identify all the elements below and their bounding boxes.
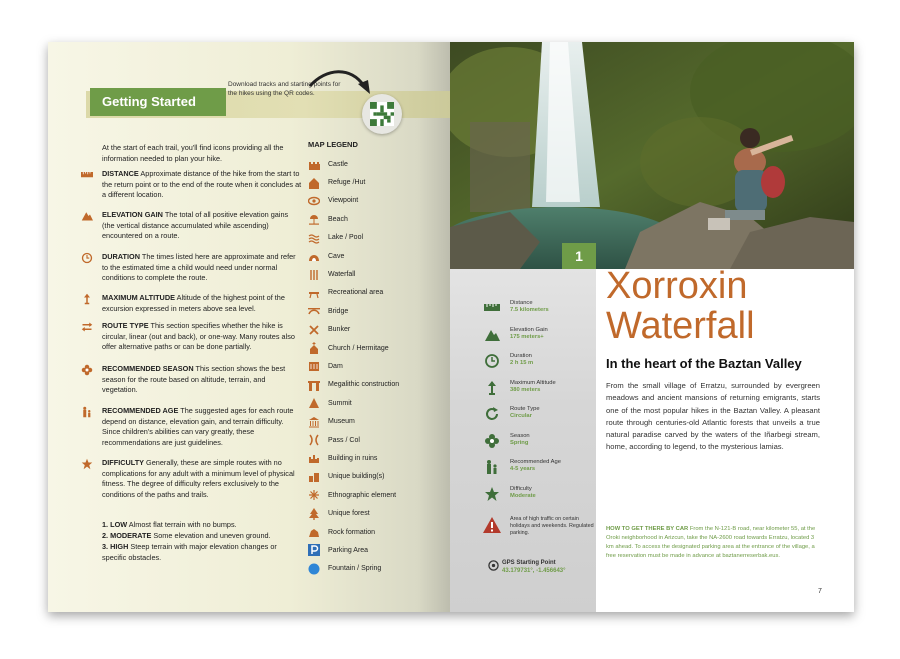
- legend-label: Beach: [328, 215, 348, 223]
- castle-icon: [308, 158, 320, 170]
- legend-label: Church / Hermitage: [328, 344, 389, 352]
- refuge-icon: [308, 177, 320, 189]
- legend-item: [308, 486, 442, 504]
- legend-label: Summit: [328, 399, 352, 407]
- legend-item: [308, 284, 442, 302]
- level-term: 1. LOW: [102, 520, 128, 529]
- route-fact: [478, 433, 590, 460]
- legend-label: Rock formation: [328, 528, 376, 536]
- fountain-icon: [308, 563, 320, 575]
- flower-icon: [484, 433, 500, 449]
- beach-icon: [308, 213, 320, 225]
- definition-term: DISTANCE: [102, 169, 139, 178]
- route-fact: [478, 300, 590, 327]
- church-icon: [308, 342, 320, 354]
- gps-starting-point[interactable]: [488, 560, 598, 575]
- ruler-icon: [80, 169, 94, 181]
- definition-text: The times listed here are approximate and refer to the estimated time a child would need under normal conditions to complete the route.: [102, 252, 296, 283]
- directions: [606, 525, 820, 561]
- legend-item: [308, 192, 442, 210]
- summit-icon: [308, 397, 320, 409]
- definition-term: DIFFICULTY: [102, 458, 145, 467]
- circular-arrow-icon: [484, 406, 500, 422]
- dam-icon: [308, 360, 320, 372]
- rock-icon: [308, 526, 320, 538]
- mountain-icon: [80, 210, 94, 222]
- route-fact: [478, 327, 590, 354]
- legend-item: [308, 339, 442, 357]
- legend-label: Unique building(s): [328, 473, 385, 481]
- level-term: 2. MODERATE: [102, 531, 152, 540]
- gps-label: GPS Starting Point: [502, 560, 556, 566]
- fact-value: Moderate: [510, 492, 536, 499]
- definition-term: MAXIMUM ALTITUDE: [102, 293, 175, 302]
- page-number: 7: [818, 588, 822, 595]
- legend-label: Building in ruins: [328, 454, 378, 462]
- directions-label: HOW TO GET THERE BY CAR: [606, 526, 689, 532]
- legend-label: Viewpoint: [328, 197, 359, 205]
- bunker-icon: [308, 324, 320, 336]
- legend-item: [308, 155, 442, 173]
- clock-icon: [80, 252, 94, 264]
- legend-title: MAP LEGEND: [308, 140, 358, 149]
- eye-icon: [308, 195, 320, 207]
- definition-term: RECOMMENDED SEASON: [102, 364, 194, 373]
- fact-label: Distance: [510, 300, 533, 306]
- warning-icon: [482, 516, 502, 534]
- fact-label: Duration: [510, 353, 532, 359]
- legend-item: [308, 229, 442, 247]
- cave-icon: [308, 250, 320, 262]
- definition-text: Generally, these are simple routes with no complications for any adult with a minimum level of physical fitness. The degree of difficulty refers exclusively to the conditions of the paths and trails.: [102, 458, 295, 499]
- definition-item: [76, 406, 302, 448]
- legend-label: Recreational area: [328, 289, 384, 297]
- route-fact: [478, 406, 590, 433]
- legend-item: [308, 265, 442, 283]
- legend-label: Castle: [328, 160, 348, 168]
- fact-value: 380 meters: [510, 386, 541, 393]
- legend-item: [308, 412, 442, 430]
- right-page: [450, 42, 854, 612]
- route-description: From the small village of Erratzu, surrounded by evergreen meadows and ancient mansions of returning emigrants, starts one of the most popular hikes in the Baztan Valley. A pleasant route through centuries-old Atlantic forests that unveils a true natural paradise carved by the waters of the Iñarbegi stream, home, according to legend, to the mysterious lamias.: [606, 381, 820, 452]
- route-fact: [478, 380, 590, 407]
- star-icon: [484, 486, 500, 502]
- gps-icon: [488, 560, 499, 571]
- level-text: Almost flat terrain with no bumps.: [127, 520, 237, 529]
- definition-text: The suggested ages for each route depend on distance, elevation gain, and terrain difficulty. Since children's abilities can vary greatly, these recommendations are just guidelines.: [102, 406, 294, 447]
- fact-value: 2 h 15 m: [510, 360, 534, 367]
- definition-text: Approximate distance of the hike from the start to the return point or to the end of the route when it concludes at a different location.: [102, 169, 302, 200]
- qr-code[interactable]: [362, 94, 402, 134]
- definition-term: ROUTE TYPE: [102, 321, 149, 330]
- legend-item: [308, 247, 442, 265]
- legend-item: [308, 560, 442, 578]
- difficulty-level: [102, 530, 302, 541]
- megalith-icon: [308, 379, 320, 391]
- definition-term: ELEVATION GAIN: [102, 210, 163, 219]
- definition-text: This section specifies whether the hike is circular, linear (out and back), or one-way. Many routes also offer alternative paths or can be done partially.: [102, 321, 295, 352]
- route-number: 1: [562, 243, 596, 269]
- ruler-icon: [484, 300, 500, 316]
- mountain-icon: [484, 327, 500, 343]
- fact-label: Season: [510, 432, 530, 439]
- difficulty-level: [102, 519, 302, 530]
- route-facts: [478, 300, 590, 512]
- legend-item: [308, 523, 442, 541]
- qr-code-icon: [370, 102, 394, 126]
- up-arrow-icon: [80, 293, 94, 305]
- legend-item: [308, 468, 442, 486]
- legend-item: [308, 376, 442, 394]
- definition-text: The total of all positive elevation gains (the vertical distance accumulated while ascending) encountered on a route.: [102, 210, 289, 241]
- legend-item: [308, 302, 442, 320]
- download-instructions: Download tracks and starting points for the hikes using the QR codes.: [228, 81, 341, 97]
- route-fact: [478, 459, 590, 486]
- fact-value: 7.5 kilometers: [510, 307, 549, 314]
- waterfall-photo: [450, 42, 854, 269]
- section-title: Getting Started: [90, 88, 226, 116]
- traffic-warning: [482, 516, 594, 537]
- difficulty-levels: [102, 519, 302, 563]
- definition-text: This section shows the best season for the route based on altitude, terrain, and vegetation.: [102, 364, 286, 395]
- ruins-icon: [308, 452, 320, 464]
- legend-label: Cave: [328, 252, 345, 260]
- pass-icon: [308, 434, 320, 446]
- route-fact: [478, 353, 590, 380]
- fact-label: Difficulty: [510, 485, 532, 492]
- route-arrows-icon: [80, 321, 94, 333]
- definition-item: [76, 210, 302, 242]
- definition-item: [76, 458, 302, 500]
- definition-item: [76, 293, 302, 314]
- level-text: Some elevation and uneven ground.: [151, 531, 271, 540]
- warning-text: Area of high traffic on certain holidays and weekends. Regulated parking.: [510, 516, 594, 536]
- definition-item: [76, 321, 302, 353]
- legend-label: Pass / Col: [328, 436, 360, 444]
- legend-item: [308, 394, 442, 412]
- gps-coordinates: 43.179731°, -1.456643°: [502, 567, 566, 574]
- level-text: Steep terrain with major elevation changes or specific obstacles.: [102, 542, 277, 562]
- recreation-icon: [308, 287, 320, 299]
- waterfall-icon: [308, 269, 320, 281]
- fact-label: Elevation Gain: [510, 326, 548, 333]
- left-page: [48, 42, 450, 612]
- legend-label: Parking Area: [328, 546, 369, 554]
- bridge-icon: [308, 305, 320, 317]
- fact-label: Maximum Altitude: [510, 379, 556, 386]
- legend-label: Lake / Pool: [328, 234, 364, 242]
- legend-item: [308, 449, 442, 467]
- museum-icon: [308, 416, 320, 428]
- legend-label: Waterfall: [328, 271, 356, 279]
- waves-icon: [308, 232, 320, 244]
- clock-icon: [484, 353, 500, 369]
- legend-item: [308, 173, 442, 191]
- flower-icon: [80, 364, 94, 376]
- legend-label: Refuge /Hut: [328, 179, 366, 187]
- definition-term: DURATION: [102, 252, 140, 261]
- definition-term: RECOMMENDED AGE: [102, 406, 179, 415]
- legend-item: [308, 431, 442, 449]
- legend-label: Bunker: [328, 326, 351, 334]
- legend-label: Dam: [328, 362, 343, 370]
- legend-label: Ethnographic element: [328, 491, 397, 499]
- fact-value: 4-5 years: [510, 466, 536, 473]
- fact-value: 175 meters+: [510, 333, 544, 340]
- fact-value: Circular: [510, 413, 532, 420]
- unique-building-icon: [308, 471, 320, 483]
- difficulty-level: [102, 541, 302, 563]
- legend-label: Fountain / Spring: [328, 565, 382, 573]
- definition-item: [76, 169, 302, 201]
- definition-text: Altitude of the highest point of the excursion expressed in meters above sea level.: [102, 293, 285, 313]
- parking-icon: [308, 544, 320, 556]
- legend-label: Museum: [328, 418, 355, 426]
- legend-item: [308, 357, 442, 375]
- fact-value: Spring: [510, 439, 529, 446]
- map-legend: [308, 155, 442, 578]
- legend-item: [308, 321, 442, 339]
- route-subtitle: In the heart of the Baztan Valley: [606, 356, 802, 371]
- legend-label: Bridge: [328, 307, 349, 315]
- booklet-spread: [48, 42, 854, 612]
- legend-label: Megalithic construction: [328, 381, 400, 389]
- route-fact: [478, 486, 590, 513]
- curved-arrow-icon: [306, 64, 376, 104]
- directions-text: From the N-121-B road, near kilometer 55, at the Oroki neighborhood in Arizcun, take the NA-2600 road towards Erratzu, located 3 km ahead. To access the designated parking area at the entrance of the village, a free reservation must be made in advance at baztanerreserbak.eus.: [606, 526, 816, 559]
- up-arrow-icon: [484, 380, 500, 396]
- fact-label: Route Type: [510, 406, 540, 412]
- star-icon: [80, 458, 94, 470]
- definition-item: [76, 364, 302, 396]
- legend-item: [308, 541, 442, 559]
- legend-item: [308, 504, 442, 522]
- fact-label: Recommended Age: [510, 459, 561, 465]
- level-term: 3. HIGH: [102, 542, 129, 551]
- forest-icon: [308, 508, 320, 520]
- ethnographic-icon: [308, 489, 320, 501]
- intro-text: At the start of each trail, you'll find icons providing all the information needed to plan your hike.: [102, 143, 284, 163]
- definition-item: [76, 252, 302, 284]
- legend-item: [308, 210, 442, 228]
- family-icon: [484, 459, 500, 475]
- route-title: Xorroxin Waterfall: [606, 265, 755, 347]
- legend-label: Unique forest: [328, 510, 370, 518]
- family-icon: [80, 406, 94, 418]
